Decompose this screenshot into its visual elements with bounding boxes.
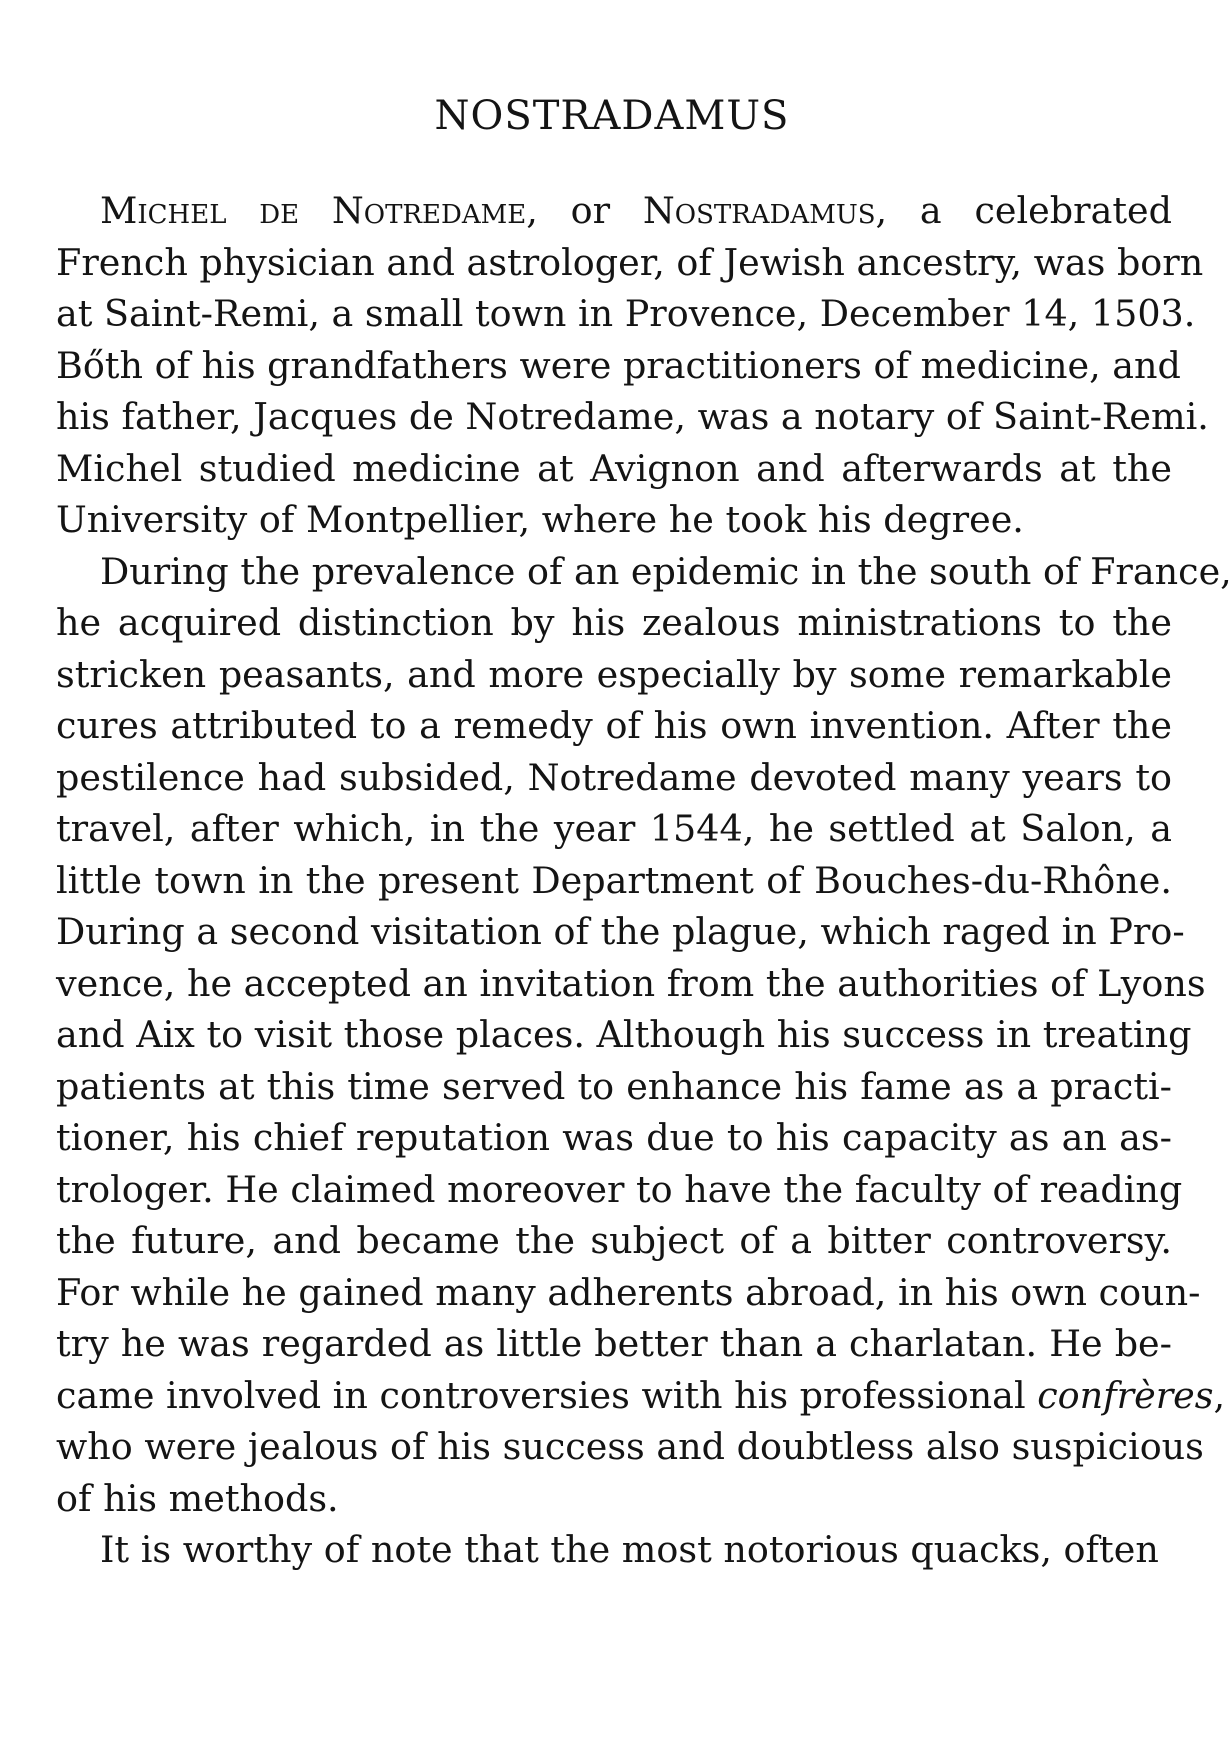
text-run: cures attributed to a remedy of his own invention. After the [56, 704, 1172, 747]
italic-text: confrères [1037, 1373, 1214, 1417]
text-line [56, 1061, 1172, 1113]
text-run: little town in the present Department of Bouches-du-Rhône. [56, 858, 1172, 902]
text-line [56, 288, 1196, 340]
text-run: he acquired distinction by his zealous ministrations to the [56, 601, 1172, 644]
text-run: patients at this time served to enhance his fame as a practi- [56, 1064, 1172, 1108]
text-line [56, 1370, 1226, 1422]
text-line [56, 1009, 1192, 1061]
small-caps-text: Michel de Notredame [100, 189, 527, 232]
paragraph [56, 1524, 1172, 1576]
text-line [56, 597, 1172, 649]
text-line [56, 1473, 1172, 1525]
text-run: Bőth of his grandfathers were practitioners of medicine, and [56, 343, 1181, 387]
text-line [56, 1318, 1172, 1370]
text-line [56, 803, 1172, 855]
body-text [56, 185, 1232, 1576]
text-run: trologer. He claimed moreover to have the faculty of reading [56, 1167, 1183, 1211]
text-line [56, 546, 1232, 598]
paragraph [56, 185, 1209, 546]
text-line [56, 443, 1172, 495]
text-run: travel, after which, in the year 1544, he settled at Salon, a [56, 807, 1172, 850]
text-line [56, 185, 1172, 237]
text-run: his father, Jacques de Notredame, was a notary of Saint-Remi. [56, 395, 1209, 438]
text-line [56, 906, 1185, 958]
text-run: It is worthy of note that the most notorious quacks, often [100, 1528, 1159, 1571]
text-line [56, 1524, 1172, 1576]
text-line [56, 855, 1172, 907]
text-line [56, 391, 1209, 443]
text-run: tioner, his chief reputation was due to his capacity as an as- [56, 1116, 1172, 1159]
text-run: During a second visitation of the plague, which raged in Pro- [56, 910, 1185, 953]
text-line [56, 1421, 1204, 1473]
text-run: and Aix to visit those places. Although his success in treating [56, 1013, 1192, 1056]
text-run: pestilence had subsided, Notredame devoted many years to [56, 755, 1172, 799]
text-run: vence, he accepted an invitation from the authorities of Lyons [56, 961, 1206, 1005]
text-run: For while he gained many adherents abroad, in his own coun- [56, 1270, 1201, 1314]
text-run: at Saint-Remi, a small town in Provence, December 14, 1503. [56, 292, 1196, 335]
text-line [56, 237, 1204, 289]
text-run: , [1213, 1373, 1226, 1417]
text-run: who were jealous of his success and doubtless also suspicious [56, 1425, 1204, 1468]
text-run: Michel studied medicine at Avignon and afterwards at the [56, 446, 1172, 490]
text-line [56, 1215, 1172, 1267]
text-line [56, 752, 1172, 804]
text-run: try he was regarded as little better than a charlatan. He be- [56, 1322, 1172, 1365]
text-line [56, 700, 1172, 752]
text-run: of his methods. [56, 1476, 339, 1520]
text-run: , a celebrated [875, 189, 1172, 232]
text-line [56, 494, 1172, 546]
text-run: came involved in controversies with his professional [56, 1373, 1038, 1417]
text-line [56, 958, 1206, 1010]
text-run: French physician and astrologer, of Jewish ancestry, was born [56, 240, 1204, 284]
text-run: University of Montpellier, where he took his degree. [56, 498, 1024, 541]
page-title: NOSTRADAMUS [434, 93, 790, 139]
text-line [56, 1112, 1172, 1164]
text-run: the future, and became the subject of a bitter controversy. [56, 1219, 1172, 1262]
text-run: , or [526, 189, 643, 232]
text-line [56, 649, 1172, 701]
text-line [56, 1267, 1201, 1319]
small-caps-text: Nostradamus [642, 189, 876, 232]
text-run: stricken peasants, and more especially by some remarkable [56, 652, 1172, 696]
text-line [56, 340, 1181, 392]
text-line [56, 1164, 1183, 1216]
text-run: During the prevalence of an epidemic in the south of France, [100, 549, 1232, 593]
paragraph [56, 546, 1232, 1525]
